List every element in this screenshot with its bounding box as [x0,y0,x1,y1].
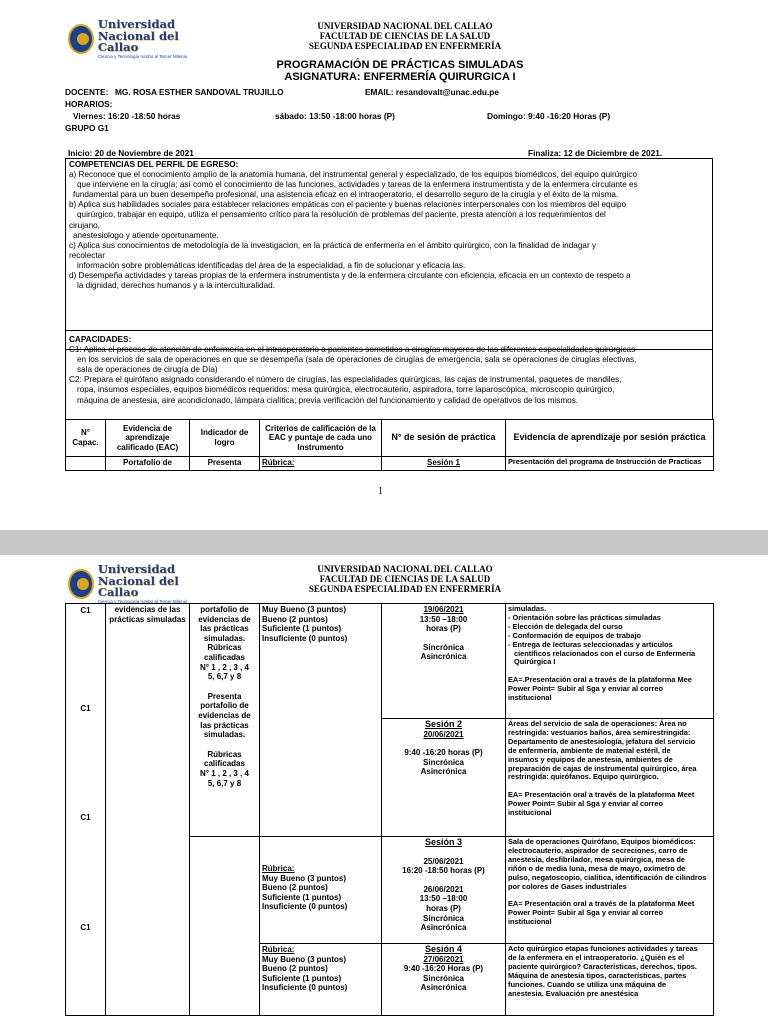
criterio-suficiente: Suficiente (1 puntos) [262,892,342,902]
s1-sincronica: Sincrónica [423,642,464,652]
s3-evid-1: Sala de operaciones Quirófano, Equipos biomédicos: [508,837,696,846]
competencia-a-1: a) Reconoce que el conocimiento amplio de la anatomía humana, del instrumental general y especializado, de los equipos biomédicos, del equipo quirúrgico [69,170,638,180]
logo-name-2: Nacional del Callao [97,573,179,599]
s2-evid-7: restringida: quirófanos. Equipo quirúrgico. [508,772,659,782]
cell-eac: evidencias de las prácticas simuladas [106,604,190,1016]
s3-rubrica: Rúbrica: [262,864,295,873]
s2-ea-1: EA= Presentación oral a través de la plataforma Meet [508,790,695,800]
competencias-box [65,158,713,350]
s3-ea-3: institucional [508,917,552,927]
cell-evidencia-2 [506,719,714,837]
s1-evid-0: simuladas. [508,604,547,613]
s3-evid-5: pulso, negatoscopio, cialítica, identificación de cilindros [508,872,707,882]
capac-c1-4: C1 [80,922,91,932]
s2-asincronica: Asincrónica [420,767,467,777]
s2-ea-3: institucional [508,808,552,818]
s1-ea-2: Power Point= Subir al Sga y enviar al correo [508,684,664,694]
s2-sincronica: Sincrónica [423,757,464,767]
competencia-a-2: que interviene en la cirugía; así como el conocimiento de las funciones, actividades y tareas de la enfermera instrumentista y de la enfermera circulante es [77,180,638,190]
logro-portafolio: portafolio de evidencias de las prácticas simuladas. [198,605,251,643]
s4-evid-5: funciones. Cuando se utiliza una máquina de [508,979,667,989]
specialty-name: SEGUNDA ESPECIALIDAD EN ENFERMERÍA [308,584,502,594]
cell-capac [66,604,106,1016]
logro-nums-3: N° 1 , 2 , 3 , 4 [200,768,249,778]
competencia-a-3: fundamental para un buen desempeño profesional, una asistencia eficaz en el intraoperatorio, el desarrollo seguro de la cirugía y el éxito de la misma. [73,190,619,200]
cell-evidencia-1: Presentación del programa de Instrucción de Practicas [506,457,714,471]
horario-viernes: Viernes: 16:20 -18:50 horas [73,111,181,121]
horario-sabado: sábado: 13:50 -18:00 horas (P) [275,111,395,121]
programacion-table-header [65,419,714,471]
cell-criterios-1 [260,604,382,837]
cell-evidencia-1 [506,604,714,719]
cell-logro-empty [190,837,260,1016]
docente-label: DOCENTE: [65,87,109,97]
s1-time: 13:50 –18:00 [419,614,468,624]
university-name: UNIVERSIDAD NACIONAL DEL CALLAO [317,21,493,31]
s1-evid-4: - Entrega de lecturas seleccionadas y artículos [508,639,673,649]
logo-tagline: Ciencia y Tecnología rumbo al Tercer Milenio [97,598,188,604]
capac-c1-2: C1 [80,703,91,713]
page-number: 1 [378,486,383,497]
s1-asincronica: Asincrónica [420,652,467,662]
header-criterios: Criterios de calificación de la EAC y puntaje de cada uno Instrumento [260,420,382,457]
criterio-bueno: Bueno (2 puntos) [262,883,328,893]
s4-label: Sesión 4 [424,944,462,954]
university-logo [68,17,203,59]
s3-ea-2: Power Point= Subir al Sga y enviar al correo [508,908,664,918]
s2-label: Sesión 2 [424,719,462,729]
cell-logro: Presenta [190,457,260,471]
s2-evid-4: de enfermería, ambiente de material estéril, de [508,745,671,755]
capac-c1-1: C1 [80,606,91,615]
s3-time-1: 16:20 -18:50 horas (P) [402,866,485,876]
s2-evid-1: Áreas del servicio de sala de operaciones: Área no [508,719,687,728]
s4-time: 9:40 -16:20 Horas (P) [403,964,484,974]
competencia-c-1: c) Aplica sus conocimientos de metodología de la investigacion, en la práctica de enfermería en el ámbito quirúrgico, con la finalidad de indagar y [69,240,597,250]
logro-nums-1: N° 1 , 2 , 3 , 4 [200,662,249,672]
faculty-name: FACULTAD DE CIENCIAS DE LA SALUD [319,574,491,584]
s2-evid-6: preparación de cajas de instrumental quirúrgico, área [508,763,697,773]
criterio-insuficiente: Insuficiente (0 puntos) [262,633,348,643]
s4-rubrica: Rúbrica: [262,945,295,954]
cell-rubrica: Rúbrica: [260,457,382,471]
cell-sesion-4 [382,944,506,1016]
cell-sesion-2 [382,719,506,837]
cell-logro [190,604,260,837]
criterio-suficiente: Suficiente (1 puntos) [262,973,342,983]
s1-evid-5: científicos relacionados con el curso de Enfermería [514,648,696,658]
competencia-d-2: la dignidad, derechos humanos y a la interculturalidad. [77,281,275,291]
header-eac: Evidencia de aprendizaje calificado (EAC) [106,420,190,457]
s3-sincronica: Sincrónica [423,913,464,923]
s4-sincronica: Sincrónica [423,973,464,983]
logro-nums-2: 5, 6,7 y 8 [207,672,242,682]
capac-c1-3: C1 [80,813,91,823]
fecha-finaliza: Finaliza: 12 de Diciembre de 2021. [528,148,663,158]
capacidad-c1-line-2: en los servicios de sala de operaciones en que se desempeña (sala de operaciones de cirugías de emergencia, sala se operaciones de cirugías electivas, [77,355,637,365]
program-title [200,59,600,83]
s2-evid-5: insumos y equipos de anestesia, ambientes de [508,754,673,764]
capacidades-title: CAPACIDADES: [69,335,132,344]
university-header-2 [230,564,580,594]
competencia-b-1: b) Aplica sus habilidades sociales para establecer relaciones empáticas con el paciente y buenas relaciones interpersonales con los miembros del equipo [69,200,627,210]
header-indicador-logro: Indicador de logro [190,420,260,457]
specialty-name: SEGUNDA ESPECIALIDAD EN ENFERMERÍA [308,41,502,51]
criterio-muy-bueno: Muy Bueno (3 puntos) [262,873,346,883]
header-evidencia-sesion: Evidencia de aprendizaje por sesión práctica [506,420,714,457]
programacion-table-continued [65,603,714,1016]
s3-asincronica: Asincrónica [420,923,467,933]
capacidad-c2-line-1: C2: Prepara el quirófano asignado considerando el número de cirugías, las especialidades quirúrgicas, las cajas de instrumental, paquetes de mandiles, [69,375,622,385]
s3-evid-4: riñón o de media luna, mesa de mayo, oxímetro de [508,863,686,873]
s2-evid-3: Departamento de anestesiología, jefatura del servicio [508,736,696,746]
competencia-c-3: información sobre problemáticas identificadas del área de la especialidad, a fin de solucionar y eficacia las. [77,260,466,270]
horario-domingo: Domingo: 9:40 -16:20 Horas (P) [487,111,611,121]
s2-evid-2: restringida: vestuarios baños, área semirestringida: [508,727,691,737]
capacidad-c2-line-2: ropa, insumos especiales, equipos biomédicos requeridos: mesa quirúrgica, electrocauterio, aspiradora, torre laparoscópica, microscopio quirúrgico, [77,385,615,395]
competencia-b-4: anestesiologo y atiende oportunamente. [73,230,219,240]
header-capac: N° Capac. [66,420,106,457]
s4-evid-4: Máquina de anestesia tipos, características, partes [508,970,687,980]
cell-criterios-4 [260,944,382,1016]
logro-presenta: Presenta portafolio de evidencias de las prácticas simuladas. [198,691,251,740]
logro-rubricas-2: Rúbricas calificadas [204,749,245,769]
competencias-title: COMPETENCIAS DEL PERFIL DE EGRESO: [69,160,239,169]
logo-name-1: Universidad [97,17,176,31]
s4-date: 27/06/2021 [423,954,464,964]
table-row [66,604,714,719]
table-row [66,457,714,471]
s1-evid-6: Quirúrgica I [514,657,556,667]
university-logo-2 [68,562,203,604]
cell-sesion-1 [382,604,506,719]
competencia-b-2: quirúrgico, trabajar en equipo, utiliza el pensamiento crítico para la resolución de problemas del paciente, presta atención a los requerimientos del [77,210,606,220]
docente-name: MG. ROSA ESTHER SANDOVAL TRUJILLO [115,87,284,97]
faculty-name: FACULTAD DE CIENCIAS DE LA SALUD [319,31,491,41]
logro-rubricas: Rúbricas calificadas [204,643,245,662]
logo-name-1: Universidad [97,562,176,576]
competencia-d-1: d) Desempeña actividades y tareas propias de la enfermera instrumentista y de la enfermera circulante con eficiencia, eficacia en un contexto de respeto a [69,271,631,281]
s1-date: 19/06/2021 [423,605,464,614]
criterio-bueno: Bueno (2 puntos) [262,964,328,974]
cell-sesion-1: Sesión 1 [382,457,506,471]
cell-eac: Portafolio de [106,457,190,471]
s3-evid-2: electrocauterio, aspirador de secreciones, carro de [508,845,688,855]
s3-evid-6: por colores de Gases industriales [508,881,627,891]
s1-evid-2: - Elección de delegada del curso [508,621,623,631]
s2-ea-2: Power Point= Subir al Sga y enviar al correo [508,799,664,809]
s3-label: Sesión 3 [424,837,462,847]
criterio-insuficiente: Insuficiente (0 puntos) [262,983,348,993]
s3-time-2: 13:50 –18:00 [419,894,468,904]
s3-ea-1: EA= Presentación oral a través de la plataforma Meet [508,899,695,909]
s4-evid-3: paciente quirúrgico? Características, derechos, tipos. [508,961,697,971]
s4-evid-6: anestesia. Evaluación pre anestésica [508,988,639,998]
s1-evid-3: - Conformación de equipos de trabajo [508,630,642,640]
s1-horas: horas (P) [426,624,461,634]
program-title-line-1: PROGRAMACIÓN DE PRÁCTICAS SIMULADAS [276,59,524,71]
s4-evid-2: de la enfermera en el intraoperatorio. ¿Quién es el [508,952,685,962]
cell-evidencia-3 [506,837,714,944]
s1-ea-1: EA=.Presentación oral a través de la plataforma Mee [508,675,692,685]
s2-time: 9:40 -16:20 horas (P) [404,748,483,758]
cell-evidencia-4 [506,944,714,1016]
logo-name-2: Nacional del Callao [97,28,179,54]
s1-ea-3: institucional [508,693,552,703]
fecha-inicio: Inicio: 20 de Noviembre de 2021 [68,148,194,158]
capacidad-c2-line-3: máquina de anestesia, aire acondicionado, lámpara cialítica; previa verificación del funcionamiento y calidad de operativos de los mismos. [77,395,579,405]
grupo: GRUPO G1 [65,123,109,133]
s4-asincronica: Asincrónica [420,983,467,993]
cell-criterios-3 [260,837,382,944]
competencia-b-3: cirujano, [69,220,100,230]
criterio-insuficiente: Insuficiente (0 puntos) [262,902,348,912]
capacidad-c1-line-1: C1: Aplica el proceso de atención de enfermería en el intraoperatorio a pacientes sometidos a cirugías mayores de las diferentes especialidades quirúrgicas [69,345,636,355]
competencia-c-2: recolectar [69,250,105,260]
criterio-bueno: Bueno (2 puntos) [262,614,328,624]
s1-evid-1: - Orientación sobre las prácticas simuladas [508,612,661,622]
university-seal-icon [68,24,94,54]
criterio-suficiente: Suficiente (1 puntos) [262,624,342,634]
cell-sesion-3 [382,837,506,944]
page-gap [0,530,768,555]
logro-nums-4: 5, 6,7 y 8 [207,778,242,788]
capacidad-c1-line-3: sala de operaciones de cirugía de Día) [77,365,218,375]
capacidades-box [65,330,713,420]
cell-capac [66,457,106,471]
s3-date-2: 26/06/2021 [423,884,464,894]
program-title-line-2: ASIGNATURA: ENFERMERÍA QUIRURGICA I [284,71,516,83]
page-2 [0,555,768,1024]
header-sesion: N° de sesión de práctica [382,420,506,457]
university-seal-icon [68,569,94,599]
university-name: UNIVERSIDAD NACIONAL DEL CALLAO [317,564,493,574]
criterio-muy-bueno: Muy Bueno (3 puntos) [262,954,346,964]
horarios-label: HORARIOS: [65,99,113,109]
logo-tagline: Ciencia y Tecnología rumbo al Tercer Milenio [97,53,188,59]
university-header [230,21,580,51]
s3-evid-3: anestesia, desfibrilador, mesa quirúrgica, mesa de [508,854,686,864]
criterio-muy-bueno: Muy Bueno (3 puntos) [262,605,346,614]
s2-date: 20/06/2021 [423,729,464,739]
s3-horas: horas (P) [426,903,461,913]
s3-date-1: 25/06/2021 [423,856,464,866]
s4-evid-1: Acto quirúrgico etapas funciones actividades y tareas [508,944,698,953]
docente-email: EMAIL: resandovalt@unac.edu.pe [365,87,499,97]
